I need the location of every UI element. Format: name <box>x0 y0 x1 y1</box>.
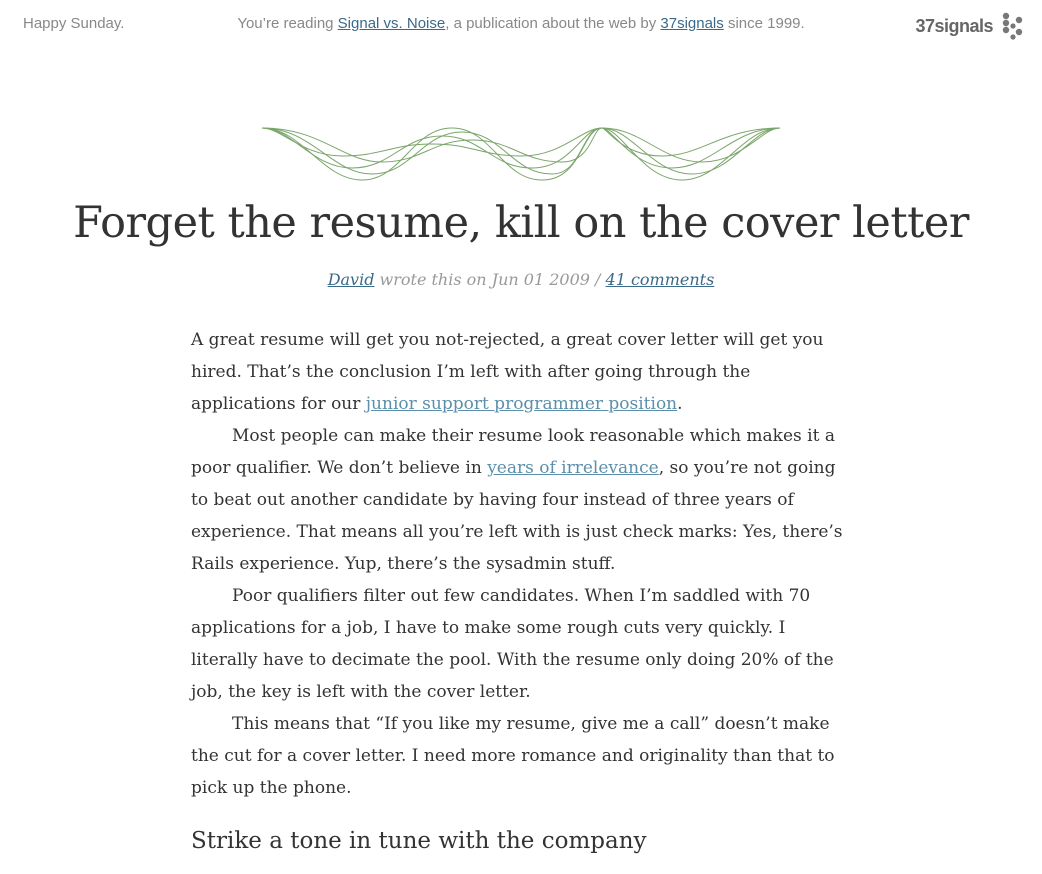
publication-middle: , a publication about the web by <box>445 15 661 32</box>
post-title: Forget the resume, kill on the cover letter <box>73 198 969 248</box>
comments-link[interactable]: 41 comments <box>605 270 715 289</box>
brand-logo-link[interactable] <box>915 12 1027 40</box>
post-body <box>191 324 853 804</box>
paragraph-4: This means that “If you like my resume, give me a call” doesn’t make the cut for a cover letter. I need more romance and originality than that to pick up the phone. <box>191 714 835 798</box>
paragraph-2-rest: , so you’re not going to beat out another candidate by having four instead of three years of experience. That means all you’re left with is just check marks: Yes, there’s Rails experience. Yup, there’s the sysadmin stuff. <box>191 458 843 574</box>
paragraph-2 <box>191 420 853 580</box>
paragraph-3: Poor qualifiers filter out few candidates. When I’m saddled with 70 applications for a job, I have to make some rough cuts very quickly. I literally have to decimate the pool. With the resume only doing 20% of the job, the key is left with the cover letter. <box>191 586 834 702</box>
37signals-logo-icon <box>999 12 1027 40</box>
post-byline <box>0 270 1042 289</box>
publication-prefix: You’re reading <box>237 15 338 32</box>
37signals-link[interactable]: 37signals <box>660 15 724 32</box>
years-of-irrelevance-link[interactable]: years of irrelevance <box>487 458 659 478</box>
top-bar <box>0 0 1042 50</box>
brand-name: 37signals <box>915 15 993 36</box>
author-link[interactable]: David <box>327 270 375 289</box>
paragraph-2-text: Most people can make their resume look reasonable which makes it a poor qualifier. We don’t believe in <box>191 426 835 478</box>
publication-blurb <box>0 15 1042 32</box>
section-subheading: Strike a tone in tune with the company <box>191 828 647 854</box>
junior-support-position-link[interactable]: junior support programmer position <box>365 394 678 414</box>
paragraph-1-text: A great resume will get you not-rejected, a great cover letter will get you hired. That’s the conclusion I’m left with after going through the applications for our <box>191 330 824 414</box>
decorative-wave-ornament <box>262 124 780 184</box>
paragraph-1-end: . <box>677 394 683 414</box>
signal-vs-noise-link[interactable]: Signal vs. Noise <box>337 15 446 32</box>
byline-date: wrote this on Jun 01 2009 / <box>374 270 606 289</box>
publication-suffix: since 1999. <box>723 15 805 32</box>
paragraph-1 <box>191 324 853 420</box>
greeting-text: Happy Sunday. <box>23 15 125 32</box>
